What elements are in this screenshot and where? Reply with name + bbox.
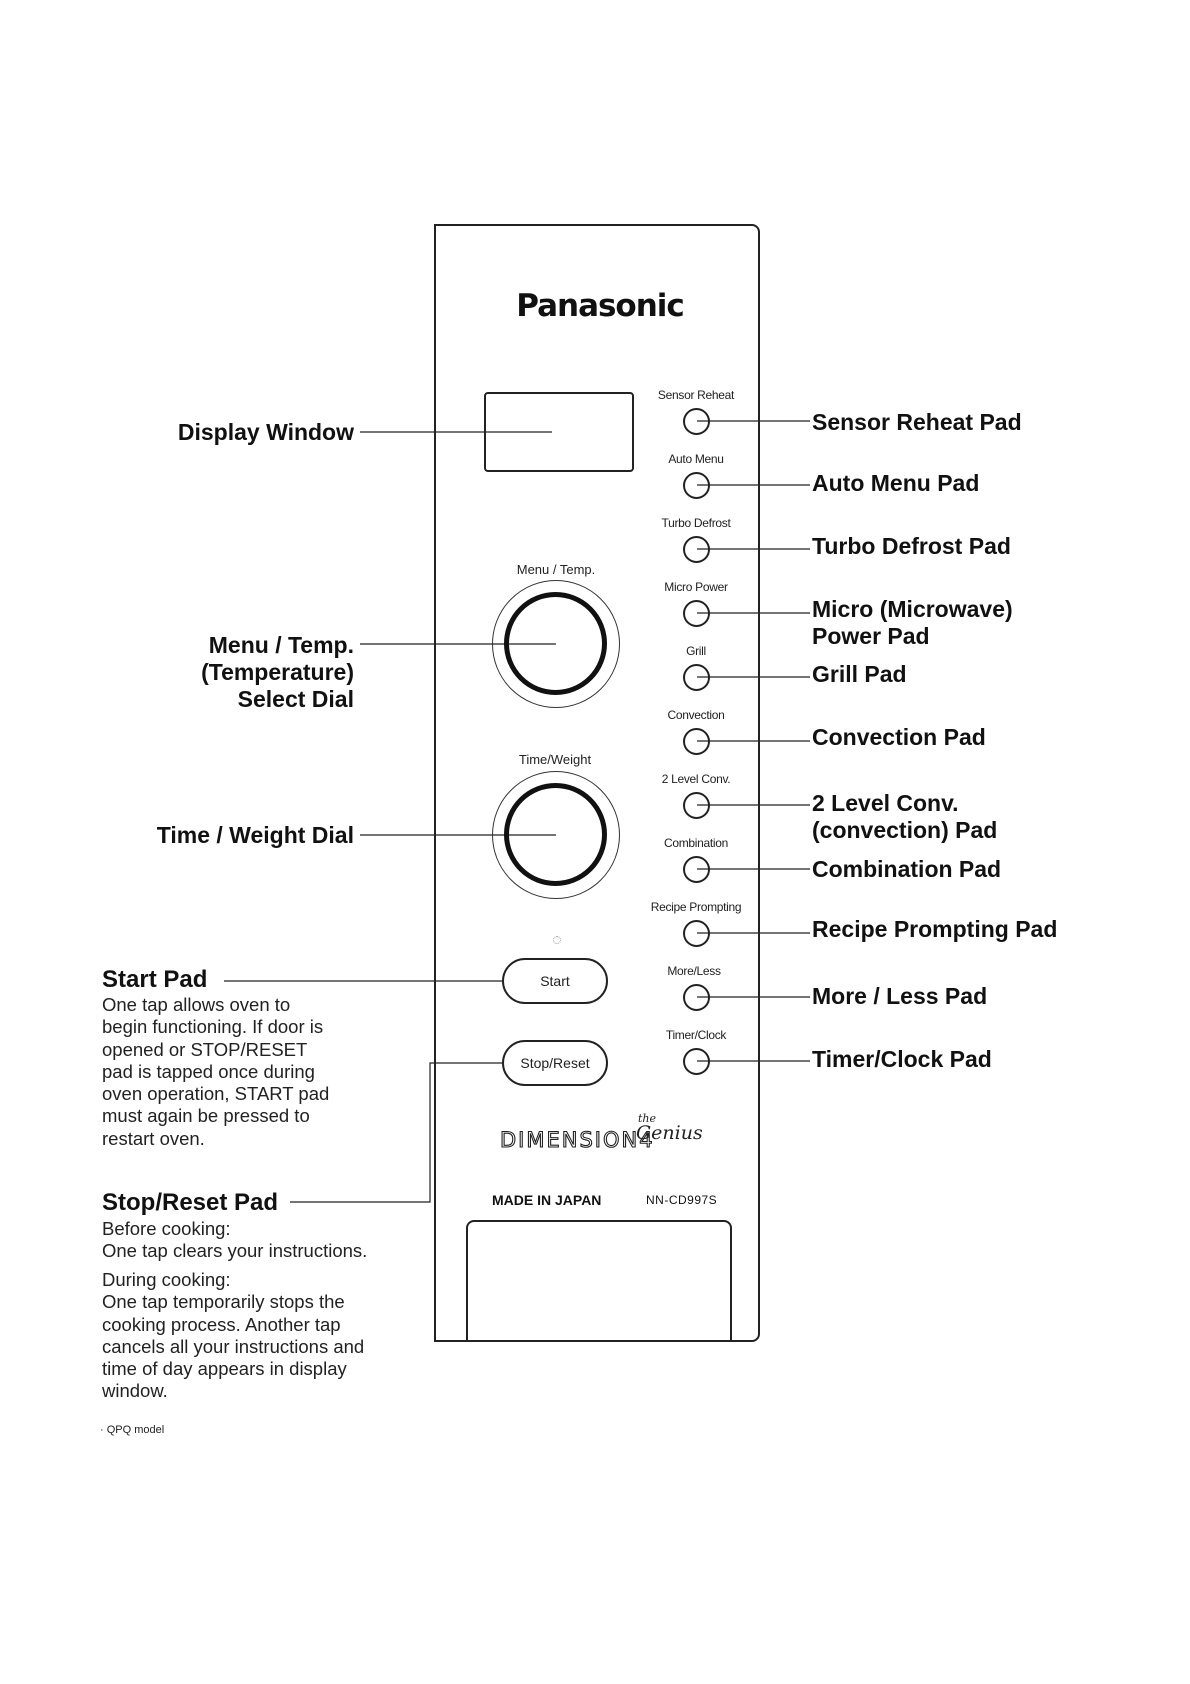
footnote: · QPQ model — [100, 1424, 165, 1436]
sensor-reheat-pad[interactable] — [683, 408, 710, 435]
description-line: opened or STOP/RESET — [102, 1038, 308, 1060]
timer-clock-pad-caption: Timer/Clock — [665, 1028, 727, 1042]
description-line: begin functioning. If door is — [102, 1016, 324, 1038]
auto-menu-label: Auto Menu Pad — [812, 470, 980, 496]
two-level-conv-label-line: (convection) Pad — [812, 817, 998, 843]
micro-power-pad-caption: Micro Power — [664, 580, 728, 594]
description-line: time of day appears in display — [102, 1358, 347, 1380]
description-line: cooking process. Another tap — [102, 1313, 341, 1335]
stop-reset-button[interactable]: Stop/Reset — [502, 1040, 608, 1086]
micro-power-label-line: Power Pad — [812, 623, 930, 649]
indicator-light — [553, 936, 561, 944]
menu-temp-label — [201, 632, 354, 713]
convection-pad-caption: Convection — [667, 708, 725, 722]
stop-reset-pad-title: Stop/Reset Pad — [102, 1189, 279, 1216]
description-line: During cooking: — [102, 1269, 231, 1290]
two-level-conv-label — [812, 790, 997, 844]
brand-logo: Panasonic — [516, 288, 684, 324]
micro-power-label-line: Micro (Microwave) — [812, 596, 1013, 622]
combination-pad[interactable] — [683, 856, 710, 883]
stop-reset-during-description — [102, 1269, 364, 1403]
time-weight-dial[interactable] — [492, 771, 620, 899]
start-pad-title: Start Pad — [102, 966, 208, 993]
description-line: oven operation, START pad — [102, 1083, 330, 1105]
two-level-conv-pad-caption: 2 Level Conv. — [661, 772, 731, 786]
timer-clock-label: Timer/Clock Pad — [812, 1046, 992, 1072]
turbo-defrost-pad-caption: Turbo Defrost — [661, 516, 731, 530]
display-window-label: Display Window — [177, 419, 354, 445]
start-pad-description — [102, 994, 329, 1150]
stop-reset-before-description — [102, 1218, 367, 1263]
description-line: cancels all your instructions and — [102, 1335, 365, 1357]
description-line: restart oven. — [102, 1127, 205, 1149]
menu-temp-label-line: Select Dial — [237, 686, 354, 712]
door-release-window — [466, 1220, 732, 1342]
recipe-prompting-pad[interactable] — [683, 920, 710, 947]
micro-power-pad[interactable] — [683, 600, 710, 627]
description-line: One tap clears your instructions. — [102, 1240, 368, 1262]
micro-power-label — [812, 596, 1013, 650]
more-less-label: More / Less Pad — [812, 983, 988, 1009]
sensor-reheat-pad-caption: Sensor Reheat — [657, 388, 735, 402]
description-line: pad is tapped once during — [102, 1060, 315, 1082]
menu-temp-label-line: Menu / Temp. — [208, 632, 354, 658]
more-less-pad-caption: More/Less — [667, 964, 721, 978]
description-line: must again be pressed to — [102, 1105, 310, 1127]
grill-label: Grill Pad — [812, 661, 907, 687]
menu-temp-dial-knob — [504, 592, 607, 695]
description-line: window. — [102, 1380, 168, 1402]
recipe-prompting-pad-caption: Recipe Prompting — [650, 900, 742, 914]
turbo-defrost-pad[interactable] — [683, 536, 710, 563]
description-line: One tap allows oven to — [102, 994, 291, 1015]
grill-pad[interactable] — [683, 664, 710, 691]
menu-temp-label-line: (Temperature) — [201, 659, 354, 685]
time-weight-dial-knob — [504, 783, 607, 886]
convection-pad[interactable] — [683, 728, 710, 755]
two-level-conv-label-line: 2 Level Conv. — [812, 790, 959, 816]
genius-the-text: the — [638, 1112, 657, 1125]
grill-pad-caption: Grill — [686, 644, 706, 658]
recipe-prompting-label: Recipe Prompting Pad — [812, 916, 1058, 942]
auto-menu-pad-caption: Auto Menu — [668, 452, 724, 466]
made-in-japan: MADE IN JAPAN — [492, 1192, 602, 1208]
start-button[interactable]: Start — [502, 958, 608, 1004]
sensor-reheat-label: Sensor Reheat Pad — [812, 409, 1022, 435]
description-line: One tap temporarily stops the — [102, 1291, 345, 1313]
timer-clock-pad[interactable] — [683, 1048, 710, 1075]
combination-pad-caption: Combination — [663, 836, 729, 850]
dimension4-logo: DIMENSION4 — [500, 1128, 655, 1152]
more-less-pad[interactable] — [683, 984, 710, 1011]
genius-logo: Genius — [636, 1122, 703, 1144]
menu-temp-dial-caption: Menu / Temp. — [516, 562, 596, 577]
turbo-defrost-label: Turbo Defrost Pad — [812, 533, 1011, 559]
auto-menu-pad[interactable] — [683, 472, 710, 499]
display-window — [484, 392, 634, 472]
time-weight-label: Time / Weight Dial — [156, 822, 354, 848]
two-level-conv-pad[interactable] — [683, 792, 710, 819]
time-weight-dial-caption: Time/Weight — [518, 752, 592, 767]
model-number: NN-CD997S — [646, 1193, 718, 1207]
description-line: Before cooking: — [102, 1218, 231, 1239]
menu-temp-dial[interactable] — [492, 580, 620, 708]
convection-label: Convection Pad — [812, 724, 986, 750]
combination-label: Combination Pad — [812, 856, 1002, 882]
